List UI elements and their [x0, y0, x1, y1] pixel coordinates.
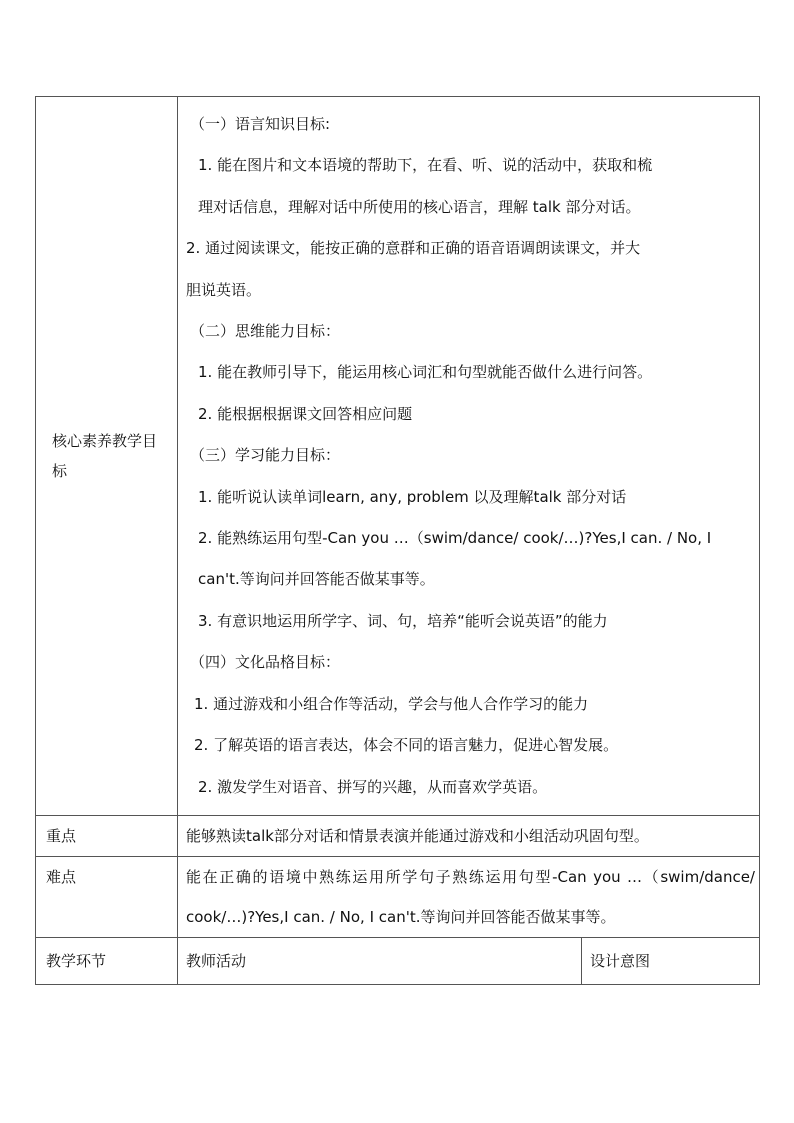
goals-line: 1. 通过游戏和小组合作等活动，学会与他人合作学习的能力 [194, 694, 589, 713]
goals-heading-culture: （四）文化品格目标： [190, 653, 341, 672]
goals-line: 理对话信息，理解对话中所使用的核心语言，理解 talk 部分对话。 [198, 197, 641, 216]
goals-heading-thinking: （二）思维能力目标： [190, 322, 341, 341]
goals-row [36, 97, 760, 816]
difficulties-label: 难点 [36, 856, 178, 937]
header-teaching-step: 教学环节 [36, 937, 178, 984]
goals-heading-learning: （三）学习能力目标： [190, 446, 341, 465]
goals-line: 2. 能根据根据课文回答相应问题 [198, 404, 413, 423]
goals-line: 1. 能在图片和文本语境的帮助下，在看、听、说的活动中，获取和梳 [198, 156, 653, 175]
header-design-intent: 设计意图 [582, 937, 760, 984]
lesson-plan-table [35, 96, 760, 985]
key-points-label: 重点 [36, 815, 178, 856]
goals-line: 1. 能听说认读单词learn, any, problem 以及理解talk 部分对话 [198, 487, 627, 506]
goals-line: 2. 了解英语的语言表达，体会不同的语言魅力，促进心智发展。 [194, 736, 619, 755]
goals-line: 2. 激发学生对语音、拼写的兴趣，从而喜欢学英语。 [198, 777, 548, 796]
header-teacher-activity: 教师活动 [178, 937, 582, 984]
goals-content-cell [178, 97, 760, 816]
goals-label-cell [36, 97, 178, 816]
key-points-text: 能够熟读talk部分对话和情景表演并能通过游戏和小组活动巩固句型。 [178, 815, 760, 856]
goals-heading-language: （一）语言知识目标: [190, 115, 331, 133]
header-row [36, 937, 760, 984]
goals-line: 2. 能熟练运用句型-Can you …（swim/dance/ cook/…)?Yes,I can. / No, I [198, 529, 712, 548]
goals-line: 2. 通过阅读课文，能按正确的意群和正确的语音语调朗读课文，并大 [186, 239, 641, 258]
difficulties-text: 能在正确的语境中熟练运用所学句子熟练运用句型-Can you …（swim/dance/ cook/…)?Yes,I can. / No, I can't.等询问并回答能否做某事等。 [186, 867, 755, 926]
goals-label: 核心素养教学目标 [52, 431, 158, 480]
goals-line: can't.等询问并回答能否做某事等。 [198, 570, 435, 589]
difficulties-cell [178, 856, 760, 937]
difficulties-row [36, 856, 760, 937]
goals-line: 1. 能在教师引导下，能运用核心词汇和句型就能否做什么进行问答。 [198, 363, 653, 382]
key-points-row [36, 815, 760, 856]
goals-line: 3. 有意识地运用所学字、词、句，培养“能听会说英语”的能力 [198, 611, 608, 630]
goals-line: 胆说英语。 [186, 280, 262, 299]
